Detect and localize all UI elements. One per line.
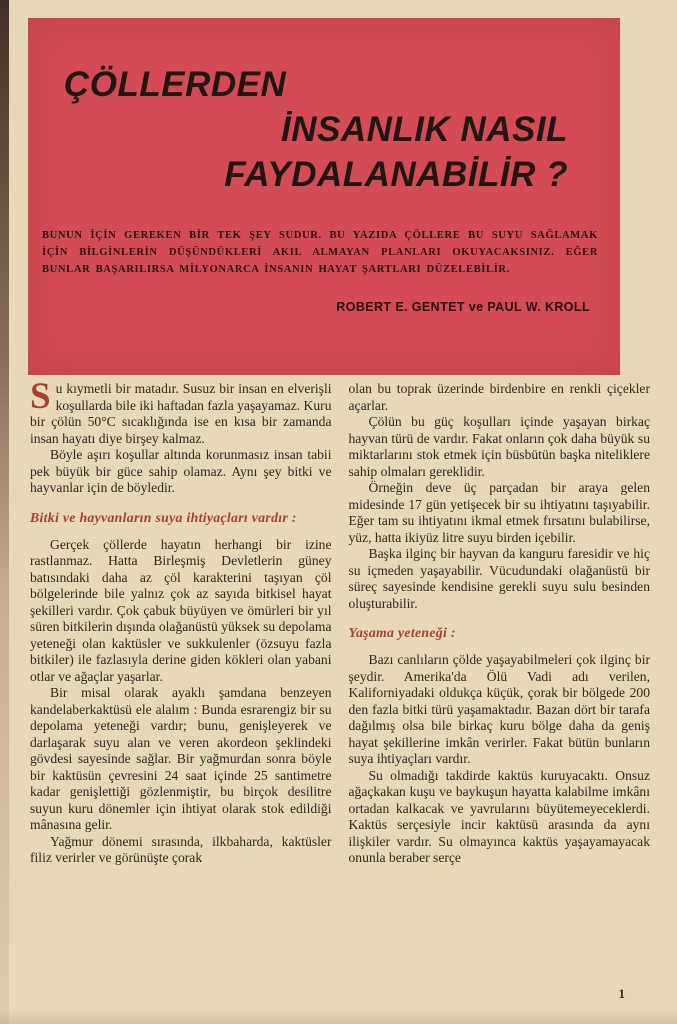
- section-heading: Yaşama yeteneği :: [348, 625, 456, 640]
- article-byline: ROBERT E. GENTET ve PAUL W. KROLL: [336, 300, 590, 314]
- left-column: [30, 376, 332, 867]
- paragraph: Başka ilginç bir hayvan da kanguru faresidir ve hiç su içmeden yaşayabilir. Vücudundaki olağanüstü bir süreç sayesinde kendisine gerekli suyu sulu besinden oluşturabilir.: [348, 546, 650, 611]
- page-number: 1: [618, 986, 625, 1001]
- article-body: [30, 376, 650, 867]
- paragraph: [30, 376, 332, 447]
- paragraph: olan bu toprak üzerinde birdenbire en renkli çiçekler açarlar.: [348, 381, 650, 413]
- paragraph: Örneğin deve üç parçadan bir araya gelen midesinde 17 gün yetişecek bir su ihtiyatını taşıyabilir. Eğer tam su ihtiyatını ikmal etmek fırsatını bulabilirse, yüz, hatta ikiyüz litre suyu birden içebilir.: [348, 480, 650, 545]
- paragraph: Bazı canlıların çölde yaşayabilmeleri çok ilginç bir şeydir. Amerika'da Ölü Vadi adı verilen, Kaliforniyadaki oldukça küçük, çorak bir bölgede 200 den fazla bitki türü yaşamaktadır. Bazan dört bir tarafa dağılmış olsa bile birkaç kuru bölge daha da geniş hayat şekillerine imkân verirler. Fakat bütün bunların suya ihtiyaçları vardır.: [348, 652, 650, 766]
- article-title-line-2: İNSANLIK NASIL: [281, 110, 568, 149]
- article-lede: BUNUN İÇİN GEREKEN BİR TEK ŞEY SUDUR. BU YAZIDA ÇÖLLERE BU SUYU SAĞLAMAK İÇİN BİLGİNLERİN DÜŞÜNDÜKLERİ AKIL ALMAYAN PLANLARI OKUYACAKSINIZ. EĞER BUNLAR BAŞARILIRSA MİLYONARCA İNSANIN HAYAT ŞARTLARI DÜZELEBİLİR.: [42, 230, 598, 275]
- section-heading: Bitki ve hayvanların suya ihtiyaçları vardır :: [30, 509, 297, 525]
- article-title-line-1: ÇÖLLERDEN: [64, 65, 287, 104]
- scan-edge-shadow: [0, 0, 9, 1024]
- paragraph-text: u kıymetli bir matadır. Susuz bir insan en elverişli koşullarda bile iki haftadan fazla yaşayamaz. Kuru bir çölün 50°C sıcaklığında ise en kısa bir zamanda insan hayatı diye birşey kalmaz.: [30, 381, 332, 446]
- paragraph: Bir misal olarak ayaklı şamdana benzeyen kandelaberkaktüsü ele alalım : Bunda esrarengiz bir su depolama yeteneği vardır; bunu, genişleyerek ve darlaşarak suyu alan ve veren akordeon şeklindeki gövdesi sayesinde sağlar. Bir yağmurdan sonra böyle bir kaktüsün çevresini 24 saat içinde 25 santimetre kadar genişlettiği gözlenmiştir, bu birçok desilitre suyun kuru dönemler için ihtiyat olarak stok edildiği mânasına gelir.: [30, 685, 332, 832]
- title-banner: [28, 18, 620, 375]
- paragraph: Gerçek çöllerde hayatın herhangi bir izine rastlanmaz. Hatta Birleşmiş Devletlerin güney batısındaki daha az çöl karakterini taşıyan çöl bölgelerinde bile yalnız çok az sayıda bitkisel hayat şekilleri vardır. Çok çabuk büyüyen ve ömürleri bir yıl süren bitkilerin dışında olağanüstü yüksek su depolama yeteneği olan kaktüsler ve sukkulenler (özsuyu fazla bitkiler) ile fazlasıyla derine giden kökleri olan yabani otlar ve ağaçlar yaşarlar.: [30, 536, 332, 684]
- right-column: [349, 381, 651, 867]
- paragraph: Böyle aşırı koşullar altında korunmasız insan tabii pek büyük bir güce sahip olamaz. Aynı şey bitki ve hayvanlar için de böyledir.: [30, 447, 332, 495]
- paragraph: Çölün bu güç koşulları içinde yaşayan birkaç hayvan türü de vardır. Fakat onların çok daha büyük su miktarlarını stok etmek için büsbütün başka niteliklere sahip olmaları gereklidir.: [348, 414, 650, 479]
- paragraph: Su olmadığı takdirde kaktüs kuruyacaktı. Onsuz ağaçkakan kuşu ve baykuşun hayatta kalabilme imkânı ortadan kalkacak ve yavrularını büyütemeyeceklerdi. Kaktüs serçesiyle incir kaktüsü arasında da aynı ilişkiler vardır. Su olmayınca kaktüs yaşayamayacak onunla beraber serçe: [348, 767, 650, 865]
- scan-bottom-shadow: [0, 1010, 677, 1024]
- drop-cap: S: [30, 376, 51, 417]
- article-title-line-3: FAYDALANABİLİR ?: [224, 155, 568, 194]
- paragraph: Yağmur dönemi sırasında, ilkbaharda, kaktüsler filiz verirler ve görünüşte çorak: [30, 833, 332, 865]
